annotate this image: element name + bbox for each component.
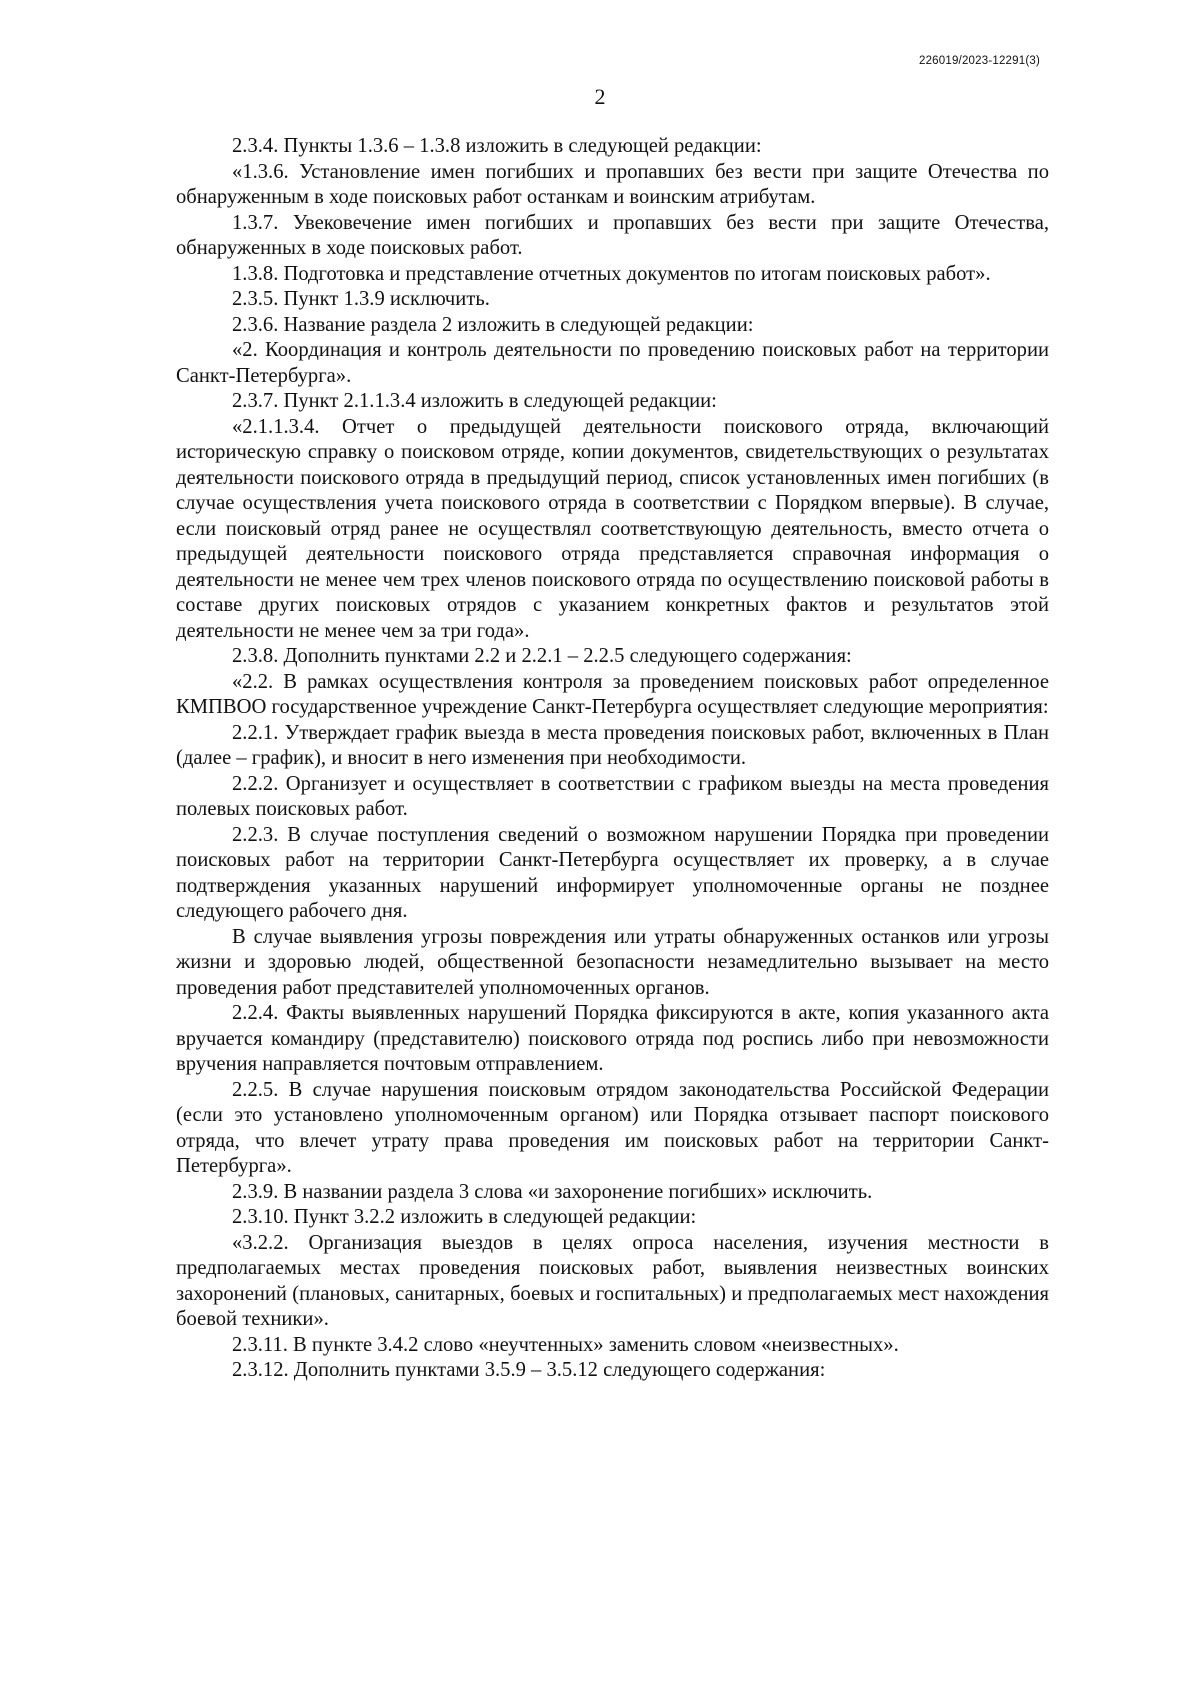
document-paragraph: 1.3.8. Подготовка и представление отчетных документов по итогам поисковых работ». (232, 262, 991, 285)
document-body (176, 134, 1049, 1384)
document-paragraph: 2.2.4. Факты выявленных нарушений Порядка фиксируются в акте, копия указанного акта вручается командиру (представителю) поискового отряда под роспись либо при невозможности вручения направляется почтовым отправлением. (176, 1002, 1049, 1075)
document-paragraph: 1.3.7. Увековечение имен погибших и пропавших без вести при защите Отечества, обнаруженных в ходе поисковых работ. (176, 211, 1049, 259)
document-paragraph: 2.2.5. В случае нарушения поисковым отрядом законодательства Российской Федерации (если это установлено уполномоченным органом) или Порядка отзывает паспорт поискового отряда, что влечет утрату права проведения им поисковых работ на территории Санкт-Петербурга». (176, 1078, 1049, 1177)
document-paragraph: 2.3.9. В названии раздела 3 слова «и захоронение погибших» исключить. (232, 1180, 873, 1203)
document-paragraph: «1.3.6. Установление имен погибших и пропавших без вести при защите Отечества по обнаруженным в ходе поисковых работ останкам и воинским атрибутам. (176, 160, 1049, 208)
document-paragraph: 2.3.5. Пункт 1.3.9 исключить. (232, 288, 490, 310)
document-paragraph: В случае выявления угрозы повреждения или утраты обнаруженных останков или угрозы жизни и здоровью людей, общественной безопасности незамедлительно вызывает на место проведения работ представителей уполномоченных органов. (176, 925, 1049, 999)
document-paragraph: 2.3.4. Пункты 1.3.6 – 1.3.8 изложить в следующей редакции: (232, 135, 762, 157)
document-paragraph: 2.3.7. Пункт 2.1.1.3.4 изложить в следующей редакции: (232, 390, 717, 412)
document-paragraph: «2.1.1.3.4. Отчет о предыдущей деятельности поискового отряда, включающий историческую справку о поисковом отряде, копии документов, свидетельствующих о результатах деятельности поискового отряда в предыдущий период, список установленных имен погибших (в случае осуществления учета поискового отряда в соответствии с Порядком впервые). В случае, если поисковый отряд ранее не осуществлял соответствующую деятельность, вместо отчета о предыдущей деятельности поискового отряда представляется справочная информация о деятельности не менее чем трех членов поискового отряда по осуществлению поисковой работы в составе других поисковых отрядов с указанием конкретных фактов и результатов этой деятельности не менее чем за три года». (176, 415, 1049, 642)
document-id: 226019/2023-12291(3) (918, 55, 1040, 67)
document-paragraph: «3.2.2. Организация выездов в целях опроса населения, изучения местности в предполагаемых местах проведения поисковых работ, выявления неизвестных воинских захоронений (плановых, санитарных, боевых и госпитальных) и предполагаемых мест нахождения боевой техники». (176, 1231, 1049, 1330)
document-paragraph: 2.2.3. В случае поступления сведений о возможном нарушении Порядка при проведении поисковых работ на территории Санкт-Петербурга осуществляет их проверку, а в случае подтверждения указанных нарушений информирует уполномоченные органы не позднее следующего рабочего дня. (176, 823, 1049, 922)
document-paragraph: 2.2.2. Организует и осуществляет в соответствии с графиком выезды на места проведения полевых поисковых работ. (176, 772, 1049, 820)
document-paragraph: 2.2.1. Утверждает график выезда в места проведения поисковых работ, включенных в План (далее – график), и вносит в него изменения при необходимости. (176, 721, 1049, 769)
document-paragraph: «2.2. В рамках осуществления контроля за проведением поисковых работ определенное КМПВОО государственное учреждение Санкт-Петербурга осуществляет следующие мероприятия: (176, 670, 1049, 718)
document-paragraph: 2.3.6. Название раздела 2 изложить в следующей редакции: (232, 313, 754, 336)
document-paragraph: 2.3.8. Дополнить пунктами 2.2 и 2.2.1 – 2.2.5 следующего содержания: (232, 645, 852, 667)
document-paragraph: 2.3.10. Пункт 3.2.2 изложить в следующей редакции: (232, 1206, 697, 1228)
document-paragraph: 2.3.12. Дополнить пунктами 3.5.9 – 3.5.12 следующего содержания: (232, 1359, 826, 1381)
document-paragraph: 2.3.11. В пункте 3.4.2 слово «неучтенных» заменить словом «неизвестных». (232, 1333, 899, 1356)
page-number: 2 (594, 84, 606, 109)
document-paragraph: «2. Координация и контроль деятельности по проведению поисковых работ на территории Санкт-Петербурга». (176, 339, 1049, 387)
